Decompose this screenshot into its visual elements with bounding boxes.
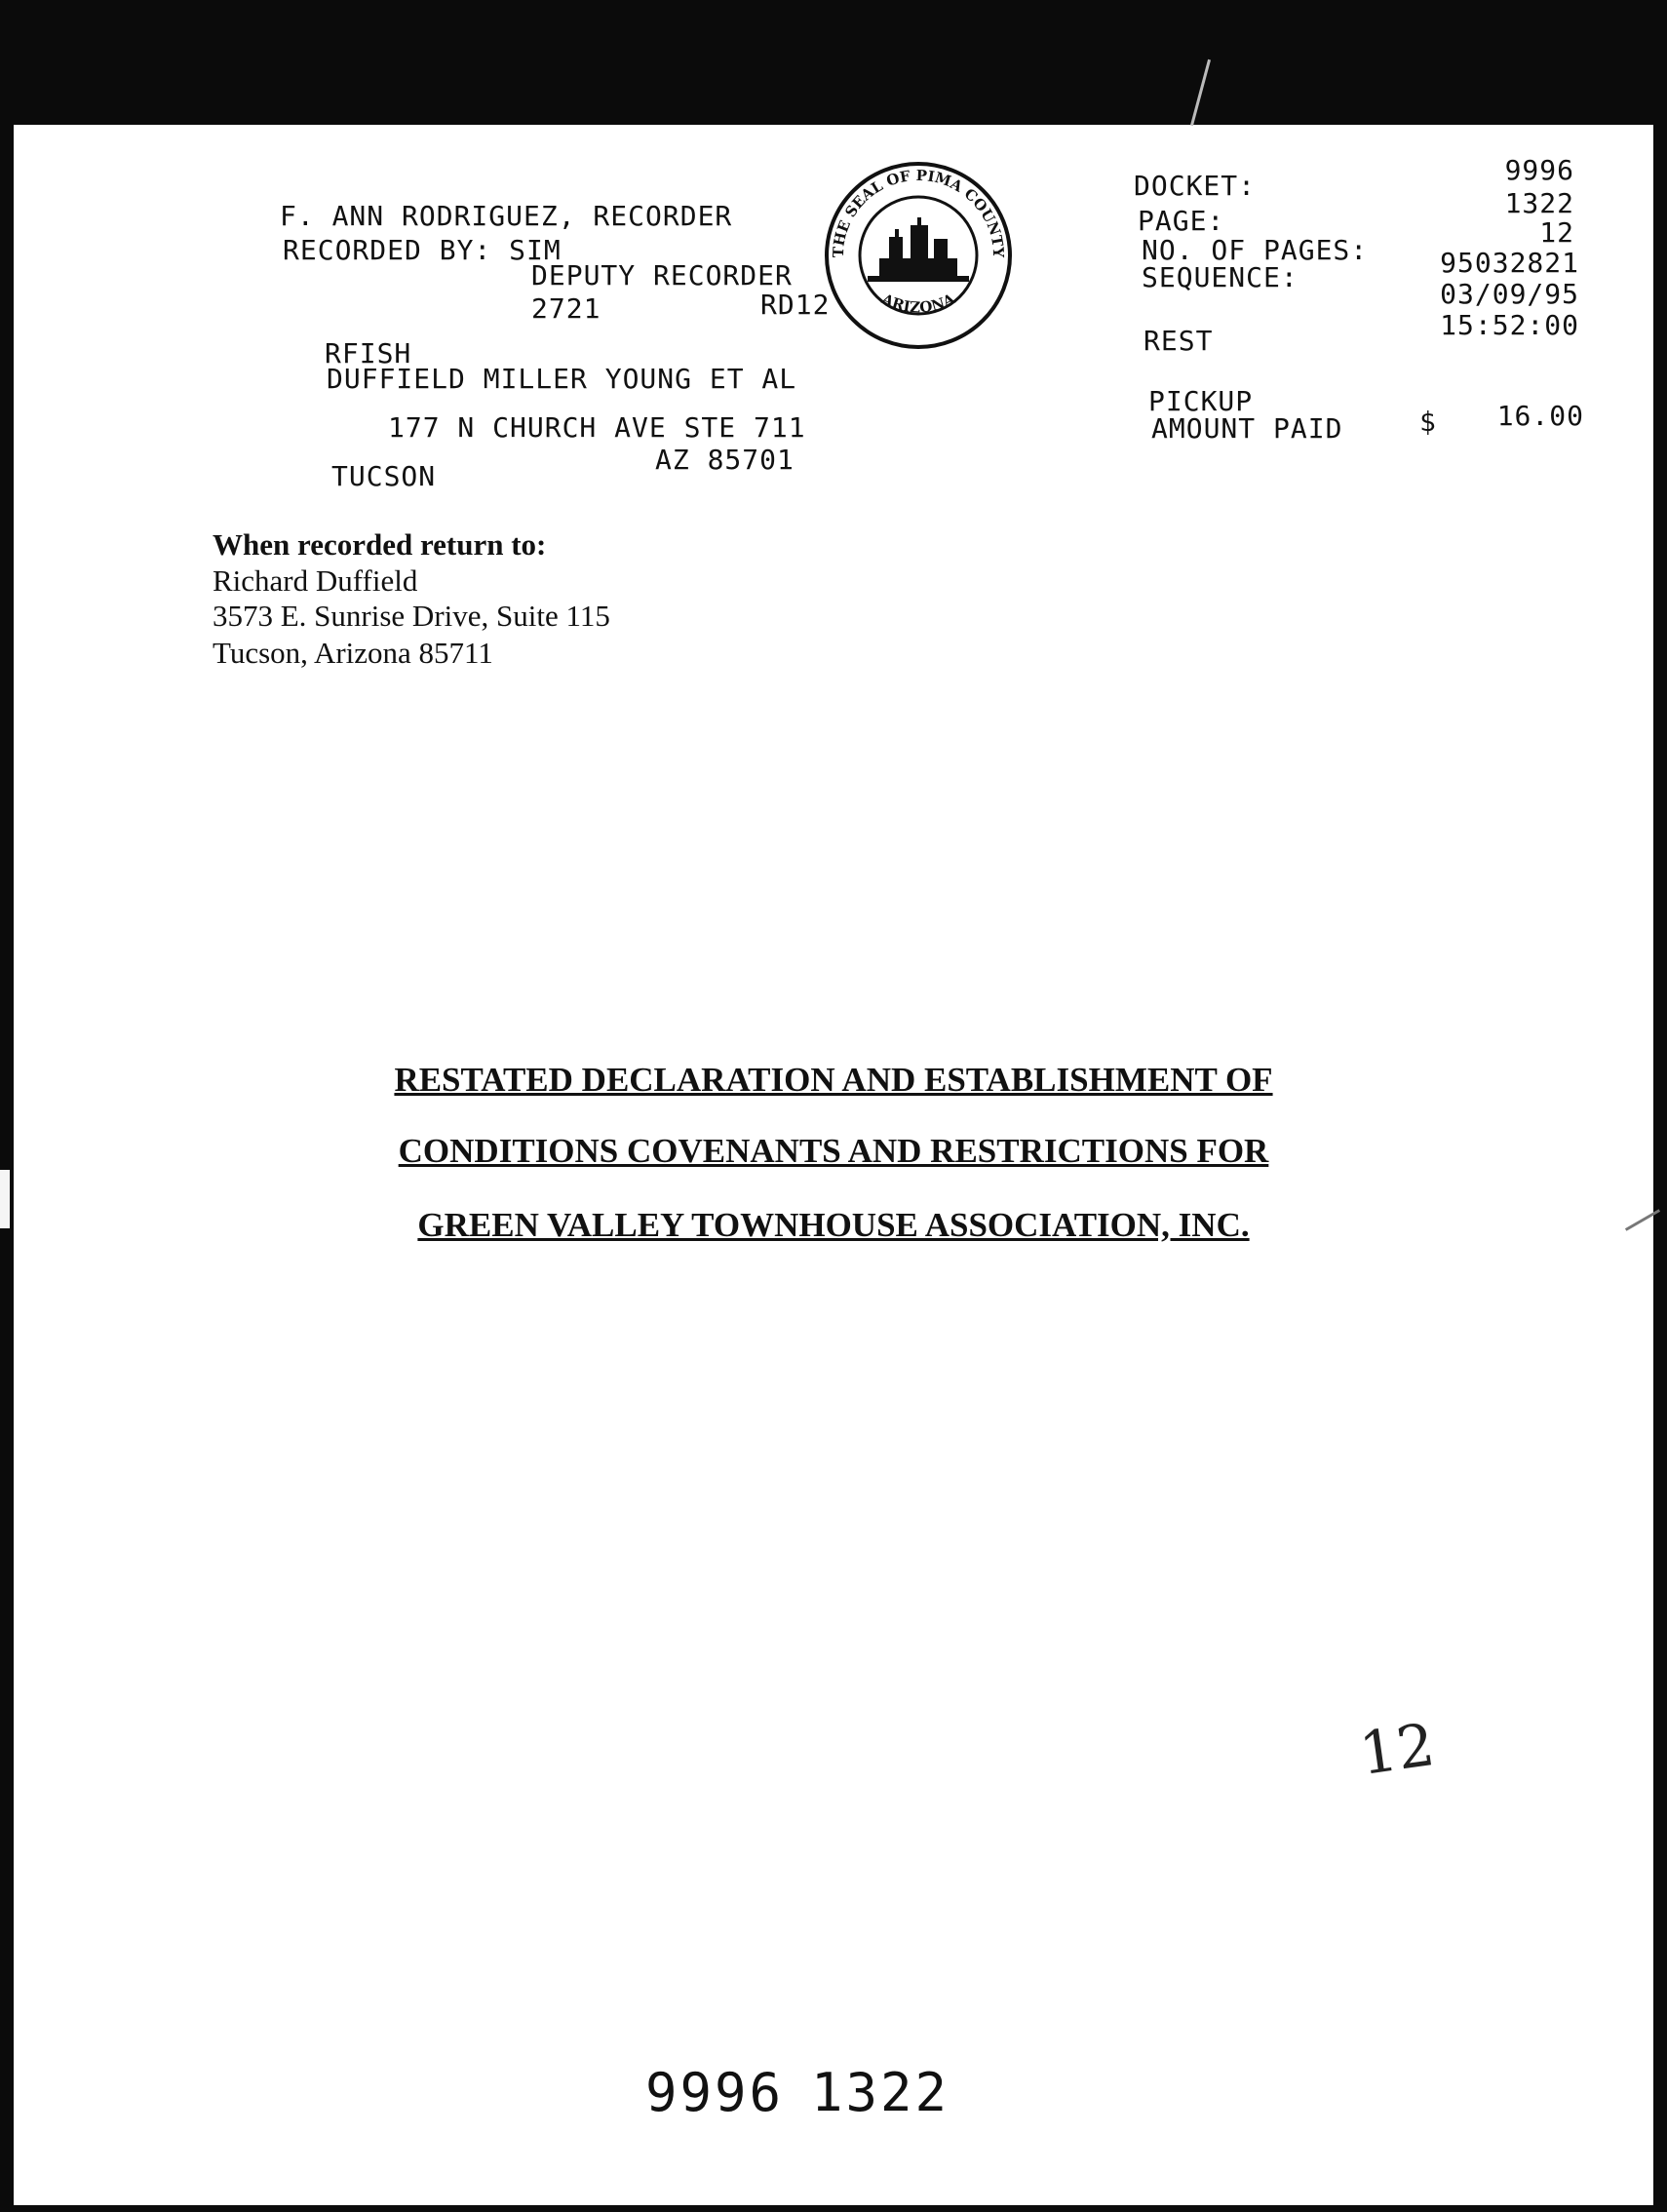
return-to-name: Richard Duffield [213, 563, 418, 598]
record-date: 03/09/95 [1440, 278, 1579, 310]
recording-code-1: 2721 [531, 292, 601, 325]
footer-docket: 9996 [645, 2062, 785, 2123]
pickup-label: PICKUP [1148, 385, 1254, 417]
recording-code-2: RD12 [760, 289, 831, 321]
scan-scratch [0, 1170, 10, 1228]
handwritten-page-count: 12 [1355, 1711, 1439, 1789]
seal-bottom-text: ARIZONA [878, 290, 958, 317]
scan-scratch [1190, 59, 1211, 126]
deputy-recorder: DEPUTY RECORDER [531, 259, 793, 291]
document-title-line-3: GREEN VALLEY TOWNHOUSE ASSOCIATION, INC. [417, 1206, 1250, 1244]
recorder-name: F. ANN RODRIGUEZ, RECORDER [280, 200, 733, 232]
currency-symbol: $ [1419, 406, 1437, 438]
county-seal-icon [819, 161, 1019, 351]
docket-label: DOCKET: [1134, 170, 1257, 202]
firm-name: DUFFIELD MILLER YOUNG ET AL [327, 363, 797, 395]
sequence-value: 95032821 [1440, 247, 1579, 279]
record-time: 15:52:00 [1440, 309, 1579, 341]
return-to-heading: When recorded return to: [213, 527, 547, 562]
firm-street: 177 N CHURCH AVE STE 711 [388, 411, 806, 444]
amount-paid-label: AMOUNT PAID [1151, 412, 1343, 445]
amount-paid-value: 16.00 [1496, 400, 1584, 432]
seal-top-text: THE SEAL OF PIMA COUNTY [829, 166, 1008, 258]
number-of-pages-label: NO. OF PAGES: [1142, 234, 1369, 266]
rfish-label: RFISH [325, 337, 412, 369]
firm-state-zip: AZ 85701 [655, 444, 795, 476]
rest-label: REST [1144, 325, 1214, 357]
return-to-address: 3573 E. Sunrise Drive, Suite 115 [213, 599, 610, 633]
footer-page: 1322 [811, 2062, 950, 2123]
number-of-pages-value: 12 [1539, 216, 1574, 249]
docket-value: 9996 [1504, 154, 1574, 186]
page-label: PAGE: [1138, 205, 1225, 237]
page-value: 1322 [1504, 187, 1574, 219]
recorded-by: RECORDED BY: SIM [283, 234, 562, 266]
document-title-line-2: CONDITIONS COVENANTS AND RESTRICTIONS FOR [398, 1132, 1269, 1170]
document-title-line-1: RESTATED DECLARATION AND ESTABLISHMENT OF [394, 1061, 1273, 1099]
return-to-city: Tucson, Arizona 85711 [213, 636, 493, 670]
svg-text:ARIZONA [878, 290, 958, 316]
sequence-label: SEQUENCE: [1142, 261, 1299, 293]
firm-city: TUCSON [331, 460, 437, 492]
